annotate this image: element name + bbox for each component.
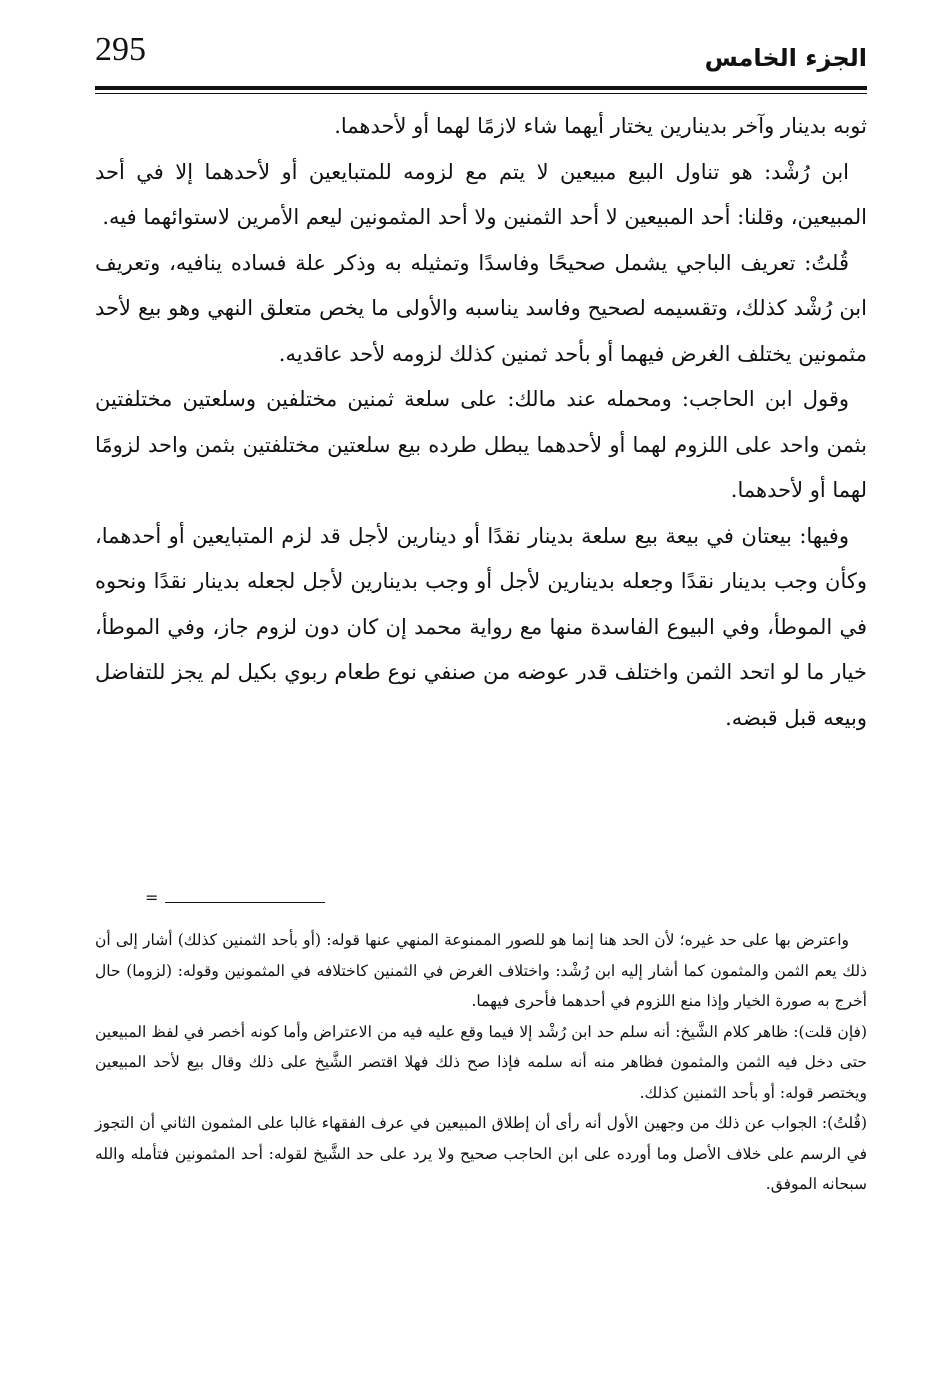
paragraph: وفيها: بيعتان في بيعة بيع سلعة بدينار نقدًا أو دينارين لأجل قد لزم المتبايعين أو أحدهما، وكأن وجب بدينار نقدًا وجعله بدينارين لأجل أو وجب بدينارين لأجل لجعله بدينار نقدًا ونحوه في الموطأ، وفي البيوع الفاسدة منها مع رواية محمد إن كان دون لزوم جاز، وفي الموطأ، خيار ما لو اتحد الثمن واختلف قدر عوضه من صنفي نوع طعام ربوي بكيل لم يجز للتفاضل وبيعه قبل قبضه. bbox=[95, 523, 867, 730]
paragraph: قُلتُ: تعريف الباجي يشمل صحيحًا وفاسدًا وتمثيله به وذكر علة فساده ينافيه، وتعريف ابن رُشْد كذلك، وتقسيمه لصحيح وفاسد يناسبه والأولى ما يخص متعلق النهي وهو بيع لأحد مثمونين يختلف الغرض فيهما أو بأحد ثمنين كذلك لزومه لأحد عاقديه. bbox=[95, 250, 867, 366]
running-title: الجزء الخامس bbox=[704, 44, 867, 72]
footnote-separator bbox=[95, 888, 867, 908]
paragraph: ابن رُشْد: هو تناول البيع مبيعين لا يتم مع لزومه للمتبايعين أو لأحدهما إلا في أحد المبيعين، وقلنا: أحد المبيعين لا أحد الثمنين ولا أحد المثمونين ليعم الأمرين لاستوائهما فيه. bbox=[95, 159, 867, 229]
page-header bbox=[95, 28, 867, 84]
header-rule bbox=[95, 86, 867, 90]
paragraph: وقول ابن الحاجب: ومحمله عند مالك: على سلعة ثمنين مختلفين وسلعتين مختلفتين بثمن واحد على اللزوم لهما أو لأحدهما يبطل طرده بيع سلعتين مختلفتين بثمن واحد لزومًا لهما أو لأحدهما. bbox=[95, 387, 867, 502]
separator-line bbox=[165, 902, 325, 903]
footnote: (قُلتُ): الجواب عن ذلك من وجهين الأول أنه رأى أن إطلاق المبيعين في عرف الفقهاء غالبا على المثمون الثاني أن التجوز في الرسم على خلاف الأصل وما أورده على ابن الحاجب صحيح ولا يرد على حد الشَّيخ لقوله: أحد المثمونين فتأمله والله سبحانه الموفق. bbox=[95, 1114, 867, 1193]
continuation-mark: = bbox=[145, 888, 159, 907]
main-text bbox=[95, 104, 867, 741]
page-number: 295 bbox=[95, 31, 146, 68]
header-rule-thin bbox=[95, 93, 867, 94]
footnotes bbox=[95, 925, 867, 1200]
footnote: (فإن قلت): ظاهر كلام الشَّيخ: أنه سلم حد ابن رُشْد إلا فيما وقع عليه فيه من الاعتراض وأما كونه أخصر في لفظ المبيعين حتى دخل فيه الثمن والمثمون فظاهر منه أنه سلمه فإذا صح ذلك فهلا اقتصر الشَّيخ على ذلك وقال بيع لأحد المبيعين ويختصر قوله: أو بأحد الثمنين كذلك. bbox=[95, 1022, 867, 1102]
paragraph-continuation: ثوبه بدينار وآخر بدينارين يختار أيهما شاء لازمًا لهما أو لأحدهما. bbox=[334, 114, 867, 138]
footnote: واعترض بها على حد غيره؛ لأن الحد هنا إنما هو للصور الممنوعة المنهي عنها قوله: (أو بأحد الثمنين كذلك) أشار إلى أن ذلك يعم الثمن والمثمون كما أشار إليه ابن رُشْد: واختلاف الغرض في الثمنين كاختلافه في المثمونين وقوله: (لزوما) حال أخرج به صورة الخيار وإذا منع اللزوم في أحدهما فأحرى فيهما. bbox=[95, 931, 867, 1010]
